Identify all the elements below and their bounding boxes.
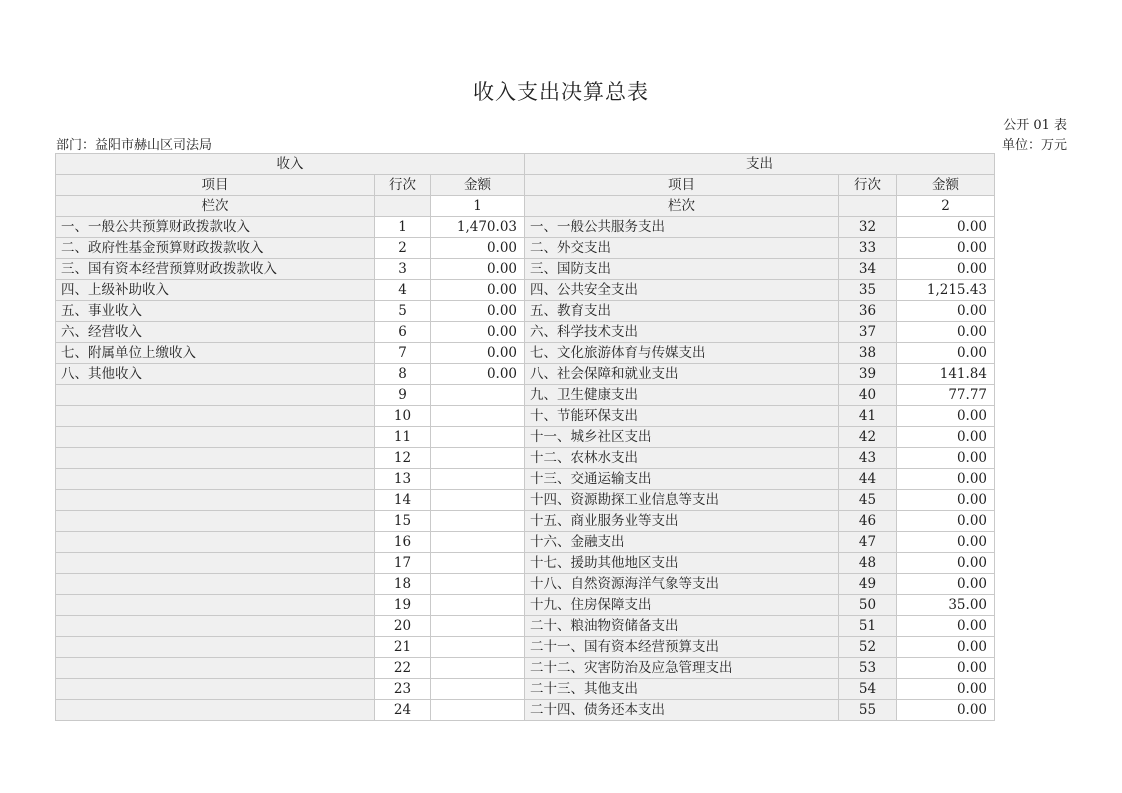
expense-amount-cell: 35.00 xyxy=(897,595,995,616)
expense-line-cell: 40 xyxy=(839,385,897,406)
income-item-cell xyxy=(56,679,375,700)
expense-amount-cell: 0.00 xyxy=(897,637,995,658)
table-row xyxy=(56,679,995,700)
table-row xyxy=(56,553,995,574)
income-line-cell: 3 xyxy=(375,259,431,280)
expense-item-cell: 八、社会保障和就业支出 xyxy=(525,364,839,385)
income-item-cell: 六、经营收入 xyxy=(56,322,375,343)
income-item-cell xyxy=(56,595,375,616)
income-amount-cell xyxy=(431,616,525,637)
income-item-cell xyxy=(56,511,375,532)
expense-item-cell: 二、外交支出 xyxy=(525,238,839,259)
income-line-cell: 17 xyxy=(375,553,431,574)
expense-item-cell: 十、节能环保支出 xyxy=(525,406,839,427)
table-row xyxy=(56,574,995,595)
income-item-cell xyxy=(56,448,375,469)
expense-line-cell: 54 xyxy=(839,679,897,700)
expense-item-cell: 二十一、国有资本经营预算支出 xyxy=(525,637,839,658)
income-amount-cell xyxy=(431,679,525,700)
expense-amount-cell: 0.00 xyxy=(897,700,995,721)
income-line-cell: 14 xyxy=(375,490,431,511)
income-amount-cell: 0.00 xyxy=(431,364,525,385)
header-row-column-index xyxy=(56,196,995,217)
department-label: 部门：益阳市赫山区司法局 xyxy=(56,138,213,153)
expense-item-cell: 十六、金融支出 xyxy=(525,532,839,553)
unit-label: 单位：万元 xyxy=(1001,138,1067,153)
expense-amount-cell: 141.84 xyxy=(897,364,995,385)
income-amount-cell: 0.00 xyxy=(431,238,525,259)
expense-amount-cell: 0.00 xyxy=(897,679,995,700)
income-line-cell: 1 xyxy=(375,217,431,238)
income-amount-cell: 1,470.03 xyxy=(431,217,525,238)
table-row xyxy=(56,280,995,301)
table-row xyxy=(56,301,995,322)
income-amount-cell xyxy=(431,427,525,448)
income-amount-cell: 0.00 xyxy=(431,259,525,280)
expense-line-cell: 38 xyxy=(839,343,897,364)
expense-column-index-blank xyxy=(839,196,897,217)
table-row xyxy=(56,238,995,259)
income-item-cell xyxy=(56,532,375,553)
income-column-number: 1 xyxy=(431,196,525,217)
income-item-cell xyxy=(56,574,375,595)
expense-amount-cell: 0.00 xyxy=(897,448,995,469)
header-row-columns xyxy=(56,175,995,196)
expense-item-cell: 一、一般公共服务支出 xyxy=(525,217,839,238)
income-amount-cell xyxy=(431,553,525,574)
table-row xyxy=(56,448,995,469)
expense-item-cell: 十一、城乡社区支出 xyxy=(525,427,839,448)
expense-amount-cell: 0.00 xyxy=(897,238,995,259)
table-row xyxy=(56,259,995,280)
expense-line-cell: 49 xyxy=(839,574,897,595)
expense-item-cell: 五、教育支出 xyxy=(525,301,839,322)
income-amount-cell xyxy=(431,406,525,427)
expense-item-header: 项目 xyxy=(525,175,839,196)
table-row xyxy=(56,511,995,532)
expense-line-header: 行次 xyxy=(839,175,897,196)
income-item-cell xyxy=(56,637,375,658)
expense-amount-header: 金额 xyxy=(897,175,995,196)
expense-item-cell: 十九、住房保障支出 xyxy=(525,595,839,616)
expense-item-cell: 十三、交通运输支出 xyxy=(525,469,839,490)
expense-line-cell: 33 xyxy=(839,238,897,259)
income-line-cell: 21 xyxy=(375,637,431,658)
income-amount-cell xyxy=(431,385,525,406)
expense-amount-cell: 0.00 xyxy=(897,427,995,448)
expense-amount-cell: 0.00 xyxy=(897,301,995,322)
expense-line-cell: 44 xyxy=(839,469,897,490)
income-amount-cell xyxy=(431,700,525,721)
expense-line-cell: 46 xyxy=(839,511,897,532)
expense-line-cell: 34 xyxy=(839,259,897,280)
expense-line-cell: 39 xyxy=(839,364,897,385)
expense-column-number: 2 xyxy=(897,196,995,217)
income-item-cell xyxy=(56,658,375,679)
income-line-cell: 20 xyxy=(375,616,431,637)
expense-amount-cell: 77.77 xyxy=(897,385,995,406)
expense-amount-cell: 0.00 xyxy=(897,532,995,553)
income-amount-cell xyxy=(431,532,525,553)
expense-item-cell: 十八、自然资源海洋气象等支出 xyxy=(525,574,839,595)
expense-amount-cell: 0.00 xyxy=(897,322,995,343)
income-amount-cell: 0.00 xyxy=(431,280,525,301)
expense-amount-cell: 0.00 xyxy=(897,616,995,637)
table-row xyxy=(56,637,995,658)
income-item-cell xyxy=(56,469,375,490)
income-item-cell xyxy=(56,427,375,448)
expense-line-cell: 37 xyxy=(839,322,897,343)
expense-item-cell: 十七、援助其他地区支出 xyxy=(525,553,839,574)
table-row xyxy=(56,616,995,637)
table-row xyxy=(56,427,995,448)
income-amount-header: 金额 xyxy=(431,175,525,196)
income-amount-cell xyxy=(431,574,525,595)
income-line-cell: 4 xyxy=(375,280,431,301)
table-row xyxy=(56,490,995,511)
income-item-cell: 七、附属单位上缴收入 xyxy=(56,343,375,364)
income-amount-cell xyxy=(431,637,525,658)
expense-line-cell: 41 xyxy=(839,406,897,427)
income-line-cell: 15 xyxy=(375,511,431,532)
expense-item-cell: 九、卫生健康支出 xyxy=(525,385,839,406)
expense-line-cell: 36 xyxy=(839,301,897,322)
expense-line-cell: 42 xyxy=(839,427,897,448)
income-line-cell: 22 xyxy=(375,658,431,679)
income-item-cell xyxy=(56,385,375,406)
income-amount-cell xyxy=(431,448,525,469)
expense-amount-cell: 0.00 xyxy=(897,469,995,490)
table-row xyxy=(56,658,995,679)
table-row xyxy=(56,700,995,721)
expense-item-cell: 四、公共安全支出 xyxy=(525,280,839,301)
income-line-cell: 24 xyxy=(375,700,431,721)
expense-line-cell: 50 xyxy=(839,595,897,616)
table-row xyxy=(56,406,995,427)
expense-line-cell: 48 xyxy=(839,553,897,574)
income-amount-cell xyxy=(431,469,525,490)
table-row xyxy=(56,469,995,490)
income-item-cell xyxy=(56,490,375,511)
expense-item-cell: 二十二、灾害防治及应急管理支出 xyxy=(525,658,839,679)
expense-amount-cell: 0.00 xyxy=(897,259,995,280)
income-line-cell: 5 xyxy=(375,301,431,322)
table-row xyxy=(56,595,995,616)
income-line-cell: 10 xyxy=(375,406,431,427)
expense-amount-cell: 0.00 xyxy=(897,217,995,238)
expense-line-cell: 51 xyxy=(839,616,897,637)
expense-item-cell: 十五、商业服务业等支出 xyxy=(525,511,839,532)
expense-amount-cell: 0.00 xyxy=(897,511,995,532)
expense-amount-cell: 0.00 xyxy=(897,574,995,595)
expense-section-header: 支出 xyxy=(525,154,995,175)
expense-amount-cell: 0.00 xyxy=(897,490,995,511)
expense-amount-cell: 0.00 xyxy=(897,343,995,364)
income-line-cell: 6 xyxy=(375,322,431,343)
expense-line-cell: 32 xyxy=(839,217,897,238)
income-item-cell: 一、一般公共预算财政拨款收入 xyxy=(56,217,375,238)
expense-item-cell: 十四、资源勘探工业信息等支出 xyxy=(525,490,839,511)
income-item-cell xyxy=(56,553,375,574)
income-line-header: 行次 xyxy=(375,175,431,196)
expense-item-cell: 六、科学技术支出 xyxy=(525,322,839,343)
income-item-cell: 八、其他收入 xyxy=(56,364,375,385)
expense-item-cell: 二十四、债务还本支出 xyxy=(525,700,839,721)
income-column-index-label: 栏次 xyxy=(56,196,375,217)
expense-column-index-label: 栏次 xyxy=(525,196,839,217)
income-line-cell: 11 xyxy=(375,427,431,448)
income-line-cell: 7 xyxy=(375,343,431,364)
income-line-cell: 13 xyxy=(375,469,431,490)
table-row xyxy=(56,217,995,238)
table-row xyxy=(56,322,995,343)
header-row-section xyxy=(56,154,995,175)
income-amount-cell xyxy=(431,658,525,679)
expense-line-cell: 53 xyxy=(839,658,897,679)
form-number: 公开 01 表 xyxy=(1003,118,1067,133)
income-item-cell: 三、国有资本经营预算财政拨款收入 xyxy=(56,259,375,280)
income-line-cell: 16 xyxy=(375,532,431,553)
table-row xyxy=(56,343,995,364)
expense-line-cell: 52 xyxy=(839,637,897,658)
expense-item-cell: 十二、农林水支出 xyxy=(525,448,839,469)
income-amount-cell: 0.00 xyxy=(431,322,525,343)
income-item-header: 项目 xyxy=(56,175,375,196)
income-item-cell xyxy=(56,700,375,721)
expense-line-cell: 35 xyxy=(839,280,897,301)
income-item-cell xyxy=(56,616,375,637)
income-expense-table xyxy=(55,153,995,721)
income-item-cell xyxy=(56,406,375,427)
expense-item-cell: 二十三、其他支出 xyxy=(525,679,839,700)
income-amount-cell: 0.00 xyxy=(431,343,525,364)
expense-line-cell: 43 xyxy=(839,448,897,469)
table-row xyxy=(56,532,995,553)
income-line-cell: 19 xyxy=(375,595,431,616)
income-line-cell: 23 xyxy=(375,679,431,700)
income-item-cell: 四、上级补助收入 xyxy=(56,280,375,301)
income-line-cell: 12 xyxy=(375,448,431,469)
income-line-cell: 18 xyxy=(375,574,431,595)
expense-amount-cell: 1,215.43 xyxy=(897,280,995,301)
expense-amount-cell: 0.00 xyxy=(897,553,995,574)
expense-amount-cell: 0.00 xyxy=(897,406,995,427)
income-amount-cell xyxy=(431,511,525,532)
income-amount-cell xyxy=(431,595,525,616)
income-column-index-blank xyxy=(375,196,431,217)
table-row xyxy=(56,385,995,406)
income-item-cell: 二、政府性基金预算财政拨款收入 xyxy=(56,238,375,259)
income-amount-cell: 0.00 xyxy=(431,301,525,322)
income-line-cell: 8 xyxy=(375,364,431,385)
expense-line-cell: 55 xyxy=(839,700,897,721)
income-line-cell: 9 xyxy=(375,385,431,406)
expense-item-cell: 三、国防支出 xyxy=(525,259,839,280)
income-amount-cell xyxy=(431,490,525,511)
table-row xyxy=(56,364,995,385)
income-line-cell: 2 xyxy=(375,238,431,259)
expense-amount-cell: 0.00 xyxy=(897,658,995,679)
income-item-cell: 五、事业收入 xyxy=(56,301,375,322)
income-section-header: 收入 xyxy=(56,154,525,175)
expense-line-cell: 45 xyxy=(839,490,897,511)
expense-line-cell: 47 xyxy=(839,532,897,553)
expense-item-cell: 二十、粮油物资储备支出 xyxy=(525,616,839,637)
expense-item-cell: 七、文化旅游体育与传媒支出 xyxy=(525,343,839,364)
page-title: 收入支出决算总表 xyxy=(473,80,649,104)
